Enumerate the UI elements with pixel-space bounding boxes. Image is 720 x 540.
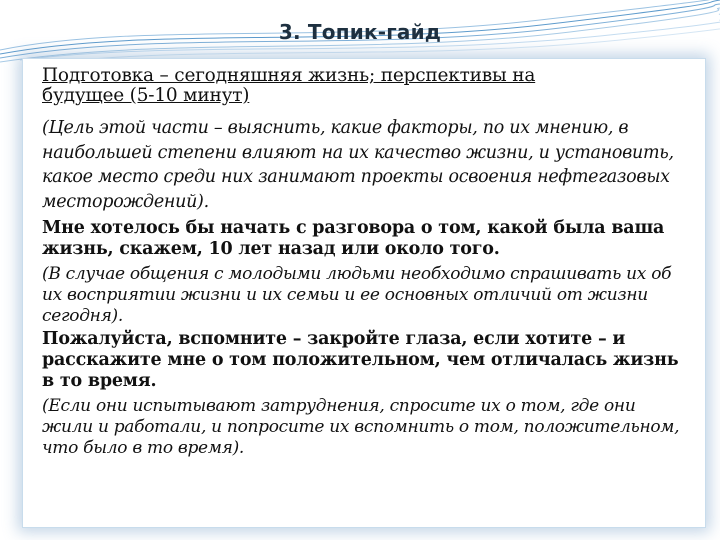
question-paragraph-1: Мне хотелось бы начать с разговора о том, какой была ваша жизнь, скажем, 10 лет назад или около того. xyxy=(42,218,665,259)
note-paragraph-1: (В случае общения с молодыми людьми необходимо спрашивать их об их восприятии жизни и их семьи и ее основных отличий от жизни сегодня). xyxy=(42,264,672,326)
slide-title: 3. Топик-гайд xyxy=(278,20,442,44)
section-heading xyxy=(42,66,682,106)
section-heading-line2: будущее (5-10 минут) xyxy=(42,85,250,106)
note-paragraph-2: (Если они испытывают затруднения, спросите их о том, где они жили и работали, и попросите их вспомнить о том, положительном, что было в то время). xyxy=(42,396,680,458)
section-heading-line1: Подготовка – сегодняшняя жизнь; перспективы на xyxy=(42,65,536,86)
slide-content xyxy=(42,66,682,461)
purpose-paragraph: (Цель этой части – выяснить, какие факторы, по их мнению, в наибольшей степени влияют на их качество жизни, и установить, какое место среди них занимают проекты освоения нефтегазовых месторождений). xyxy=(42,118,674,212)
question-paragraph-2: Пожалуйста, вспомните – закройте глаза, если хотите – и расскажите мне о том положительном, чем отличалась жизнь в то время. xyxy=(42,329,679,391)
